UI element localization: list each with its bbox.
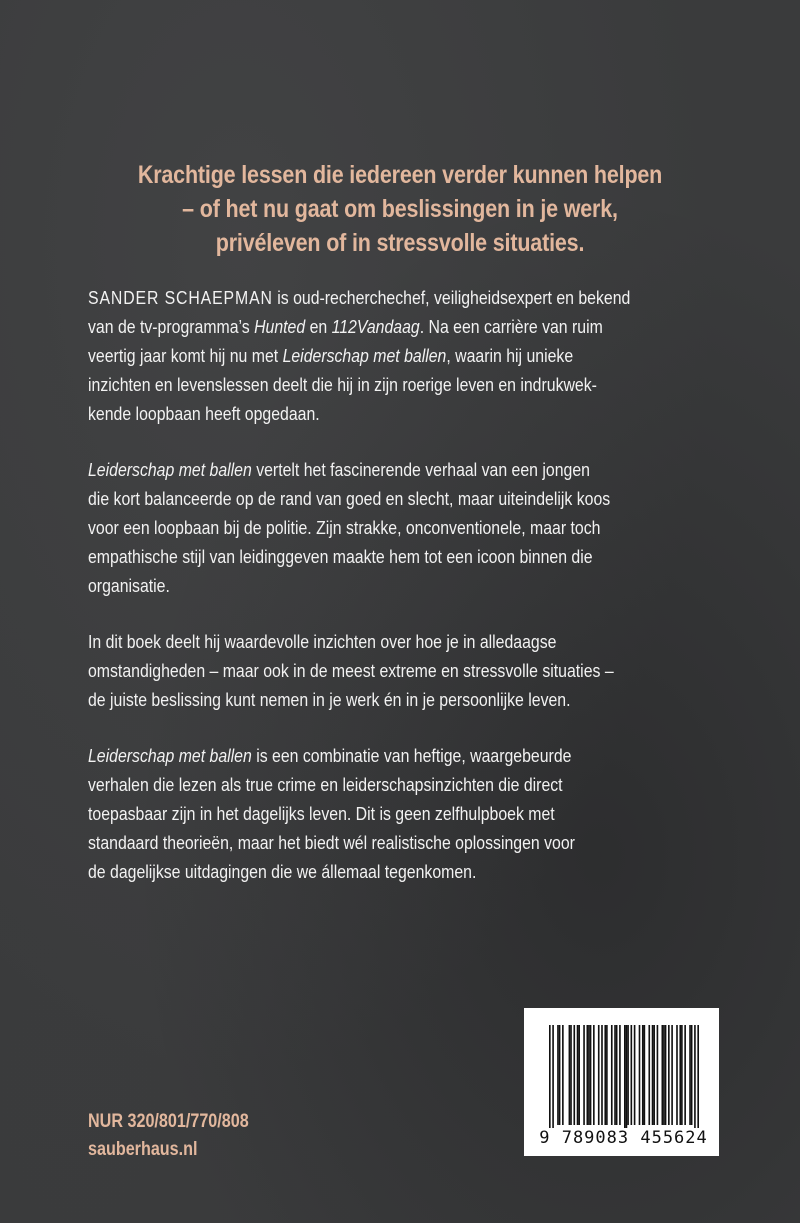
text-line [88,686,651,715]
text-segment: . Na een carrière van ruim [419,317,603,337]
barcode-bar [590,1025,592,1125]
barcode-bar [689,1025,691,1125]
barcode-bar [601,1025,603,1125]
barcode-bar [577,1025,579,1125]
barcode-bar [662,1025,664,1125]
text-segment: inzichten en levenslessen deelt die hij in zijn roerige leven en indrukwek- [88,375,597,395]
text-segment: veertig jaar komt hij nu met [88,346,283,366]
barcode-bar [634,1025,636,1125]
text-line [88,485,651,514]
text-line [88,858,651,887]
barcode-bar [684,1025,686,1125]
barcode-bar [626,1025,628,1135]
barcode-bar [642,1025,644,1125]
barcode-bar [665,1025,667,1125]
text-line [88,456,651,485]
barcode-bar [552,1025,554,1135]
text-line [88,514,651,543]
tagline [0,158,800,260]
barcode-bar [562,1025,564,1125]
barcode-bar [681,1025,683,1125]
barcode-bar [557,1025,559,1125]
barcode-bar [668,1025,670,1125]
text-line [88,400,651,429]
barcode [524,1008,719,1156]
tagline-line: – of het nu gaat om beslissingen in je werk, [182,195,618,223]
text-segment: van de tv-programma’s [88,317,255,337]
paragraph [88,742,728,887]
barcode-bar [691,1025,693,1125]
text-segment: verhalen die lezen als true crime en leiderschapsinzichten die direct [88,775,563,795]
book-title-text: Leiderschap met ballen [88,460,252,480]
barcode-bar [663,1025,665,1125]
barcode-bar [598,1025,600,1125]
text-segment: vertelt het fascinerende verhaal van een jongen [251,460,590,480]
text-segment: de dagelijkse uitdagingen die we állemaal tegenkomen. [88,862,477,882]
text-line [88,371,651,400]
text-segment: , waarin hij unieke [446,346,574,366]
text-segment: en [305,317,332,337]
barcode-bar [593,1025,595,1125]
tagline-line: Krachtige lessen die iedereen verder kunnen helpen [137,161,663,189]
barcode-bar [611,1025,613,1125]
barcode-bar [583,1025,585,1125]
barcode-bar [631,1025,633,1125]
barcode-bar [652,1025,654,1125]
text-segment: is een combinatie van heftige, waargebeurde [251,746,572,766]
barcode-bar [653,1025,655,1125]
book-title-text: Hunted [254,317,306,337]
barcode-bar [697,1025,699,1135]
barcode-bar [578,1025,580,1125]
barcode-bar [671,1025,673,1125]
barcode-bar [614,1025,616,1125]
barcode-bar [624,1025,626,1135]
barcode-bar [679,1025,681,1125]
footer [88,1108,277,1164]
text-segment: standaard theorieën, maar het biedt wél realistische oplossingen voor [88,833,575,853]
barcode-bar [627,1025,629,1125]
barcode-bar [676,1025,678,1125]
text-line [88,800,651,829]
text-line [88,543,651,572]
text-segment: voor een loopbaan bij de politie. Zijn strakke, onconventionele, maar toch [88,518,601,538]
text-segment: kende loopbaan heeft opgedaan. [88,404,320,424]
paragraph [88,284,728,429]
paragraph [88,628,728,715]
text-segment: organisatie. [88,576,170,596]
barcode-bar [616,1025,618,1125]
barcode-bar [549,1025,551,1135]
text-line [88,829,651,858]
barcode-bar [619,1025,621,1125]
paragraph [88,456,728,601]
book-title-text: 112Vandaag [331,317,420,337]
nur-code: NUR 320/801/770/808 [88,1111,249,1132]
tagline-line: privéleven of in stressvolle situaties. [215,229,585,257]
text-line [88,742,651,771]
barcode-bar [606,1025,608,1125]
barcode-bar [570,1025,572,1125]
barcode-bar [657,1025,659,1125]
barcode-bar [694,1025,696,1135]
text-line [88,342,651,371]
text-segment: empathische stijl van leidinggeven maakte hem tot een icoon binnen die [88,547,593,567]
barcode-bar [648,1025,650,1125]
text-line [88,313,651,342]
barcode-bar [604,1025,606,1125]
book-title-text: Leiderschap met ballen [282,346,447,366]
barcode-bar [587,1025,589,1125]
isbn-number: 9 789083 455624 [536,1128,711,1148]
text-segment: toepasbaar zijn in het dagelijks leven. Dit is geen zelfhulpboek met [88,804,555,824]
book-title-text: Leiderschap met ballen [88,746,252,766]
publisher-website: sauberhaus.nl [88,1139,198,1160]
text-line [88,657,651,686]
barcode-bar [573,1025,575,1125]
barcode-bar [559,1025,561,1125]
text-segment: In dit boek deelt hij waardevolle inzichten over hoe je in alledaagse [88,632,557,652]
text-line [88,284,651,313]
barcode-bar [569,1025,571,1125]
text-segment: de juiste beslissing kunt nemen in je werk én in je persoonlijke leven. [88,690,571,710]
text-segment: die kort balanceerde op de rand van goed en slecht, maar uiteindelijk koos [88,489,611,509]
author-name: SANDER SCHAEPMAN [88,288,273,308]
barcode-bar [639,1025,641,1125]
text-line [88,771,651,800]
text-segment: omstandigheden – maar ook in de meest extreme en stressvolle situaties – [88,661,614,681]
blurb [88,284,728,914]
barcode-bar [644,1025,646,1125]
barcode-bars [549,1025,699,1135]
text-line [88,628,651,657]
text-line [88,572,651,601]
barcode-bar [588,1025,590,1125]
text-segment: is oud-recherchechef, veiligheidsexpert en bekend [272,288,631,308]
